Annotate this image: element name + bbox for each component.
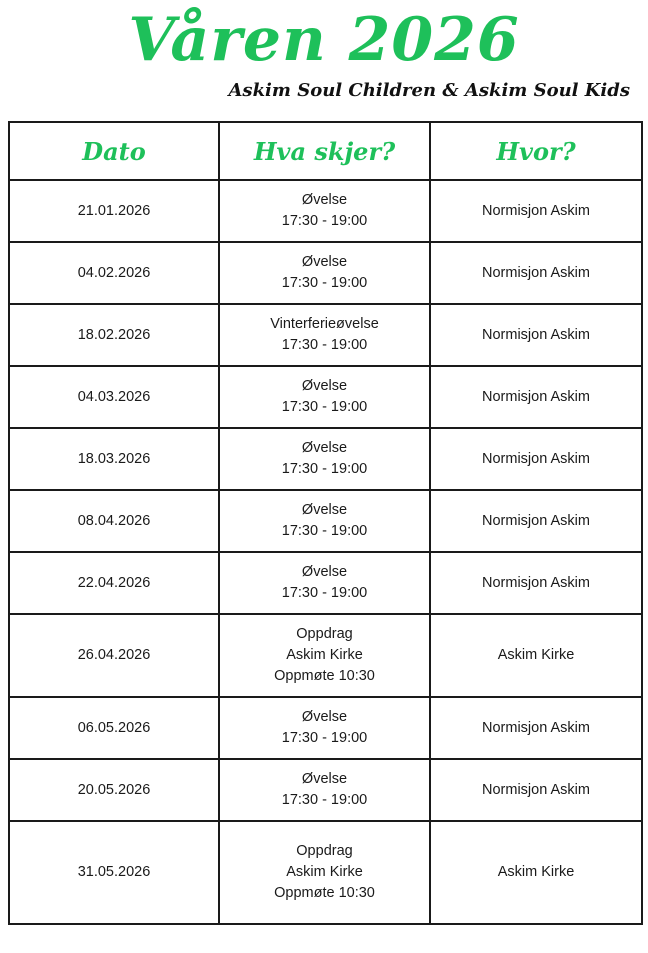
event-line: Vinterferieøvelse xyxy=(270,316,379,332)
table-header-row xyxy=(9,122,642,180)
event-line: Øvelse xyxy=(301,254,348,270)
date-cell: 31.05.2026 xyxy=(9,821,219,924)
event-line: Askim Kirke xyxy=(286,647,363,663)
table-row xyxy=(9,366,642,428)
event-line: Øvelse xyxy=(301,709,348,725)
event-line: Oppmøte 10:30 xyxy=(274,668,375,684)
event-line: Øvelse xyxy=(301,378,348,394)
event-line: Øvelse xyxy=(301,502,348,518)
date-cell: 04.03.2026 xyxy=(9,366,219,428)
event-cell xyxy=(219,366,430,428)
place-cell: Askim Kirke xyxy=(430,821,642,924)
event-cell xyxy=(219,242,430,304)
event-line: 17:30 - 19:00 xyxy=(281,337,368,353)
event-line: 17:30 - 19:00 xyxy=(281,275,368,291)
date-cell: 22.04.2026 xyxy=(9,552,219,614)
event-line: Øvelse xyxy=(301,440,348,456)
page-title: Våren 2026 xyxy=(128,5,520,75)
place-cell: Normisjon Askim xyxy=(430,242,642,304)
column-header-place: Hvor? xyxy=(430,122,642,180)
schedule-table xyxy=(8,121,643,925)
event-cell xyxy=(219,304,430,366)
place-cell: Normisjon Askim xyxy=(430,428,642,490)
event-cell xyxy=(219,180,430,242)
event-line: Oppdrag xyxy=(296,843,353,859)
table-body xyxy=(9,180,642,924)
event-cell xyxy=(219,490,430,552)
event-cell xyxy=(219,821,430,924)
event-line: 17:30 - 19:00 xyxy=(281,399,368,415)
place-cell: Askim Kirke xyxy=(430,614,642,697)
event-cell xyxy=(219,614,430,697)
date-cell: 18.03.2026 xyxy=(9,428,219,490)
event-line: 17:30 - 19:00 xyxy=(281,792,368,808)
date-cell: 21.01.2026 xyxy=(9,180,219,242)
table-row xyxy=(9,759,642,821)
event-cell xyxy=(219,697,430,759)
page-subtitle: Askim Soul Children & Askim Soul Kids xyxy=(228,80,630,101)
date-cell: 20.05.2026 xyxy=(9,759,219,821)
table-row xyxy=(9,304,642,366)
place-cell: Normisjon Askim xyxy=(430,366,642,428)
event-line: Oppmøte 10:30 xyxy=(274,885,375,901)
table-row xyxy=(9,242,642,304)
event-line: 17:30 - 19:00 xyxy=(281,461,368,477)
table-row xyxy=(9,697,642,759)
place-cell: Normisjon Askim xyxy=(430,304,642,366)
event-line: 17:30 - 19:00 xyxy=(281,585,368,601)
table-row xyxy=(9,614,642,697)
column-header-date: Dato xyxy=(9,122,219,180)
event-line: Askim Kirke xyxy=(286,864,363,880)
table-row xyxy=(9,552,642,614)
event-cell xyxy=(219,552,430,614)
table-header xyxy=(9,122,642,180)
date-cell: 08.04.2026 xyxy=(9,490,219,552)
event-line: 17:30 - 19:00 xyxy=(281,213,368,229)
date-cell: 18.02.2026 xyxy=(9,304,219,366)
event-line: Øvelse xyxy=(301,771,348,787)
place-cell: Normisjon Askim xyxy=(430,490,642,552)
date-cell: 26.04.2026 xyxy=(9,614,219,697)
event-line: Øvelse xyxy=(301,192,348,208)
event-line: 17:30 - 19:00 xyxy=(281,730,368,746)
event-line: Oppdrag xyxy=(296,626,353,642)
date-cell: 06.05.2026 xyxy=(9,697,219,759)
place-cell: Normisjon Askim xyxy=(430,552,642,614)
table-row xyxy=(9,821,642,924)
event-cell xyxy=(219,759,430,821)
event-line: Øvelse xyxy=(301,564,348,580)
table-row xyxy=(9,180,642,242)
table-row xyxy=(9,490,642,552)
place-cell: Normisjon Askim xyxy=(430,759,642,821)
table-row xyxy=(9,428,642,490)
event-cell xyxy=(219,428,430,490)
place-cell: Normisjon Askim xyxy=(430,697,642,759)
column-header-event: Hva skjer? xyxy=(219,122,430,180)
event-line: 17:30 - 19:00 xyxy=(281,523,368,539)
date-cell: 04.02.2026 xyxy=(9,242,219,304)
place-cell: Normisjon Askim xyxy=(430,180,642,242)
